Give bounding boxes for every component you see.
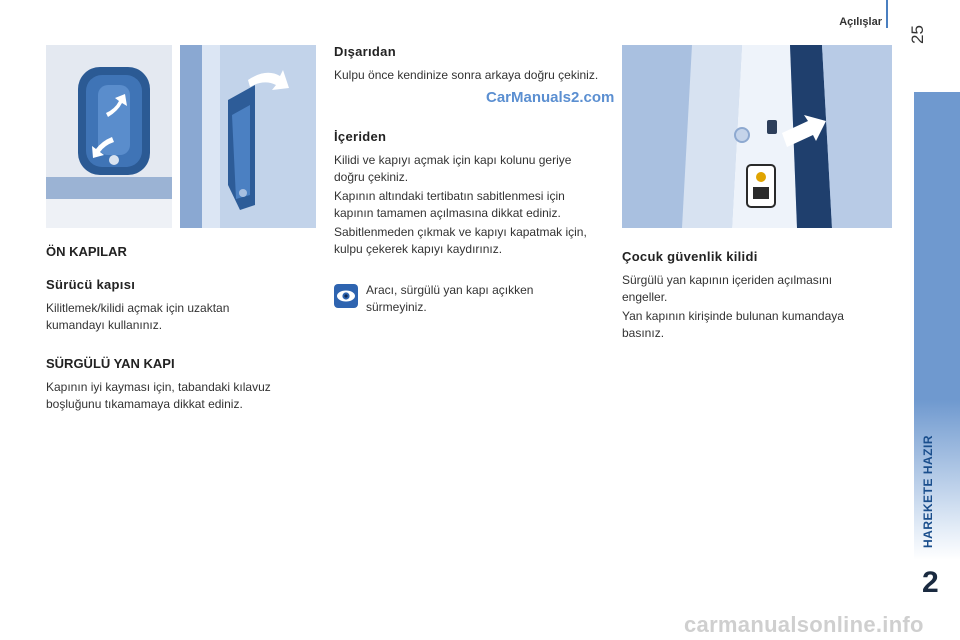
- child-lock-heading: Çocuk güvenlik kilidi: [622, 249, 758, 264]
- eye-icon: [334, 284, 358, 308]
- page-header-title: Açılışlar: [839, 16, 882, 28]
- inside-text-1: Kilidi ve kapıyı açmak için kapı kolunu geriye doğru çekiniz.: [334, 153, 572, 184]
- child-lock-text-2: Yan kapının kirişinde bulunan kumandaya basınız.: [622, 309, 844, 340]
- chapter-label: HAREKETE HAZIR: [921, 434, 935, 548]
- sliding-door-heading: SÜRGÜLÜ YAN KAPI: [46, 356, 175, 371]
- watermark-top: CarManuals2.com: [486, 89, 615, 106]
- inside-text-2: Kapının altındaki tertibatın sabitlenmesi için kapının tamamen açılmasına dikkat ediniz.: [334, 189, 565, 220]
- outside-text: Kulpu önce kendinize sonra arkaya doğru çekiniz.: [334, 68, 599, 82]
- header-rule: [886, 0, 888, 28]
- section-front-doors-title: ÖN KAPILAR: [46, 244, 127, 259]
- child-lock-text-1: Sürgülü yan kapının içeriden açılmasını engeller.: [622, 273, 833, 304]
- figure-remote-key: [46, 45, 172, 228]
- warning-text: Aracı, sürgülü yan kapı açıkken sürmeyiniz.: [366, 283, 534, 314]
- watermark-bottom: carmanualsonline.info: [684, 612, 924, 637]
- sliding-door-text: Kapının iyi kayması için, tabandaki kılavuz boşluğunu tıkamamaya dikkat ediniz.: [46, 380, 271, 411]
- chapter-number: 2: [922, 566, 939, 599]
- inside-text-3: Sabitlenmeden çıkmak ve kapıyı kapatmak için, kulpu çekerek kapıyı kaydırınız.: [334, 225, 587, 256]
- inside-heading: İçeriden: [334, 129, 387, 144]
- figure-child-lock: [622, 45, 892, 228]
- driver-door-heading: Sürücü kapısı: [46, 277, 136, 292]
- outside-heading: Dışarıdan: [334, 44, 396, 59]
- page-number: 25: [908, 25, 927, 44]
- figure-door-handle: [180, 45, 316, 228]
- driver-door-text: Kilitlemek/kilidi açmak için uzaktan kumandayı kullanınız.: [46, 301, 230, 332]
